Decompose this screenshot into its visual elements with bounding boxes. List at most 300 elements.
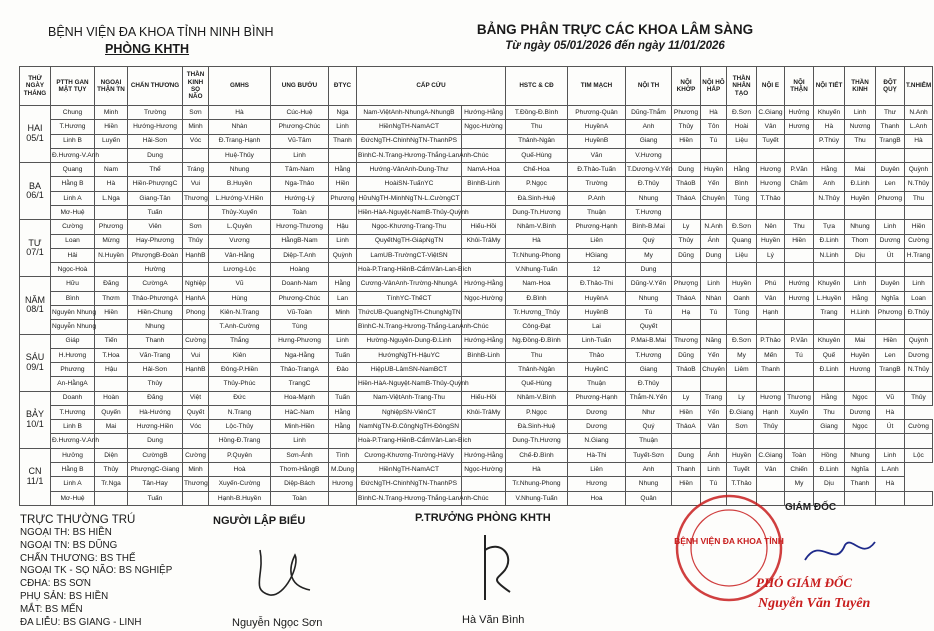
hospital-name: BỆNH VIỆN ĐA KHOA TỈNH NINH BÌNH — [48, 25, 274, 39]
table-cell: Linh A — [51, 191, 95, 205]
table-cell: Thanh — [876, 120, 905, 134]
oncall-line: NGOẠI TH: BS HIỀN — [20, 527, 112, 538]
table-cell: Hằng — [727, 163, 757, 177]
document-title: BẢNG PHÂN TRỰC CÁC KHOA LÂM SÀNG — [476, 22, 754, 37]
table-cell — [785, 377, 814, 391]
table-cell — [757, 263, 785, 277]
table-cell: Hậu — [329, 220, 357, 234]
table-cell — [329, 148, 357, 162]
table-cell: BìnhC-N.Trang-Hương-Thắng-LanAnh-Chúc — [357, 148, 462, 162]
table-cell: Nguyên Nhung — [51, 305, 95, 319]
table-cell: Dũng-Thắm — [626, 106, 672, 120]
table-cell: P.Thảo — [757, 334, 785, 348]
table-cell: Dung — [128, 434, 183, 448]
table-cell: Chăm — [785, 177, 814, 191]
table-cell: Khôi-TrâMy — [462, 234, 506, 248]
table-row — [20, 106, 933, 120]
table-cell — [727, 148, 757, 162]
table-cell — [905, 377, 933, 391]
table-cell — [814, 205, 845, 219]
table-cell — [95, 148, 128, 162]
table-cell: Nên — [757, 220, 785, 234]
table-cell: Thảnh-Ngân — [506, 134, 568, 148]
table-cell: Ngọc-Khương-Trang-Thu — [357, 220, 462, 234]
table-cell: Giáp — [51, 334, 95, 348]
table-cell: Toàn — [271, 491, 329, 505]
table-cell — [672, 434, 701, 448]
deputy-head-signature — [455, 530, 535, 610]
table-cell: Hùng — [209, 291, 271, 305]
table-cell — [462, 477, 506, 491]
table-cell: Hướng-Hằng — [462, 106, 506, 120]
table-cell: Vũ-Tâm — [271, 134, 329, 148]
table-cell: Mơ-Huệ — [51, 205, 95, 219]
table-cell: CườngA — [128, 277, 183, 291]
table-cell: Út — [876, 248, 905, 262]
table-cell: Bình — [51, 291, 95, 305]
table-cell: HuyềnC — [568, 363, 626, 377]
table-cell: Thanh — [845, 477, 876, 491]
day-date: 10/1 — [26, 418, 44, 429]
table-cell: Hoà-P.Trang-HiềnB-CẩmVân-Lan-Bích — [357, 263, 462, 277]
table-cell: Nhâm-V.Bình — [506, 391, 568, 405]
table-cell: Đà.Sinh-Huệ — [506, 191, 568, 205]
table-cell — [183, 320, 209, 334]
table-cell — [95, 434, 128, 448]
table-cell: HiềnNgTH-NamACT — [357, 463, 462, 477]
table-cell: ThảoB — [672, 363, 701, 377]
table-row — [20, 291, 933, 305]
deputy-head-title: P.TRƯỞNG PHÒNG KHTH — [415, 512, 551, 524]
table-cell — [183, 377, 209, 391]
table-row — [20, 420, 933, 434]
table-cell: Thủy — [672, 234, 701, 248]
table-cell: Linh B — [51, 420, 95, 434]
table-cell: Nhung — [626, 191, 672, 205]
table-cell: N.Thủy — [905, 177, 933, 191]
roster-body — [20, 106, 933, 506]
table-cell: NamA-Hoa — [462, 163, 506, 177]
day-date: 11/1 — [26, 475, 44, 486]
table-cell — [785, 420, 814, 434]
table-cell: Ly — [672, 220, 701, 234]
table-cell: Trang — [701, 391, 727, 405]
table-cell — [785, 134, 814, 148]
table-cell: Anh — [626, 120, 672, 134]
table-cell: Đ.Hương-V.Anh — [51, 148, 95, 162]
table-cell: Vân — [757, 120, 785, 134]
table-cell: Quế-Hùng — [506, 148, 568, 162]
table-cell: HGiang — [568, 248, 626, 262]
col-noi-khop: NỘI KHỚP — [672, 67, 701, 106]
table-cell: P.Quyên — [209, 448, 271, 462]
table-cell: Hằng — [329, 420, 357, 434]
table-cell: P.Văn — [785, 163, 814, 177]
table-cell: Liên — [568, 463, 626, 477]
col-pttt: PTTH GAN MẬT TỤY — [51, 67, 95, 106]
table-cell — [183, 491, 209, 505]
table-row — [20, 305, 933, 319]
table-cell: Hà-Thi — [568, 448, 626, 462]
table-cell: Thủy — [95, 463, 128, 477]
table-cell: Hoài — [727, 120, 757, 134]
table-cell: Cúc-Huệ — [271, 106, 329, 120]
table-cell: Đăng — [128, 391, 183, 405]
table-cell — [845, 263, 876, 277]
table-cell: Linh — [845, 106, 876, 120]
table-cell: Giang — [814, 420, 845, 434]
table-cell: Đ.Linh — [845, 177, 876, 191]
table-cell: Thơm-HằngB — [271, 463, 329, 477]
table-cell — [329, 263, 357, 277]
table-cell: Xuyến — [785, 405, 814, 419]
table-cell — [845, 491, 876, 505]
table-cell: Yến — [701, 348, 727, 362]
table-cell: Đ.Trang-Hạnh — [209, 134, 271, 148]
table-cell — [757, 377, 785, 391]
table-row — [20, 234, 933, 248]
table-cell: N.Anh — [905, 106, 933, 120]
table-cell: Vóc — [183, 420, 209, 434]
table-cell: N.Huyền — [95, 248, 128, 262]
table-row — [20, 405, 933, 419]
table-cell: Thanh — [672, 463, 701, 477]
table-cell: Linh — [271, 148, 329, 162]
oncall-line: PHỤ SẢN: BS HIỀN — [20, 590, 109, 602]
table-cell: Hiền — [785, 234, 814, 248]
table-cell: Thủy-Phúc — [209, 377, 271, 391]
table-cell — [329, 491, 357, 505]
table-cell: Linh — [876, 220, 905, 234]
table-cell: Nghĩa — [876, 291, 905, 305]
table-cell: Hương — [757, 163, 785, 177]
table-cell — [876, 491, 905, 505]
table-cell: TínhYC-ThếCT — [357, 291, 462, 305]
table-cell: Hiền — [672, 477, 701, 491]
table-cell: Đ.Sơn — [727, 106, 757, 120]
table-cell: Vương — [209, 234, 271, 248]
table-cell — [95, 491, 128, 505]
table-cell: Kiên — [209, 348, 271, 362]
table-cell: Nhàn — [701, 291, 727, 305]
table-cell: Tráng — [183, 163, 209, 177]
table-cell: Quỳnh — [905, 334, 933, 348]
table-cell: Quý — [626, 234, 672, 248]
table-cell: Dung — [701, 248, 727, 262]
table-cell: Hiền — [672, 134, 701, 148]
table-row — [20, 220, 933, 234]
table-cell: Lương-Lộc — [209, 263, 271, 277]
table-cell: Lan — [329, 291, 357, 305]
table-cell: V.Nhung-Tuấn — [506, 263, 568, 277]
department-name: PHÒNG KHTH — [105, 42, 190, 56]
table-cell — [701, 434, 727, 448]
table-cell: Quân — [626, 491, 672, 505]
table-cell: Lý — [757, 248, 785, 262]
table-cell — [727, 263, 757, 277]
col-than-nhan-tao: THẦN NHÂN TẠO — [727, 67, 757, 106]
table-cell: Phương-Chúc — [271, 120, 329, 134]
table-cell: N.Thủy — [814, 191, 845, 205]
table-cell — [672, 320, 701, 334]
table-cell: Hiếu-Hồi — [462, 391, 506, 405]
table-cell: N.Thủy — [905, 363, 933, 377]
table-cell — [785, 248, 814, 262]
table-cell: Thuận — [568, 205, 626, 219]
table-cell — [462, 134, 506, 148]
table-cell: Dịu — [845, 248, 876, 262]
table-cell: Vân — [757, 291, 785, 305]
table-cell: Nhung — [626, 477, 672, 491]
table-cell: Thu — [506, 348, 568, 362]
table-cell: Nghiệp — [183, 277, 209, 291]
table-cell: Hạnh — [757, 305, 785, 319]
table-cell: Hương — [568, 477, 626, 491]
director-signature — [800, 530, 880, 574]
table-cell: Hằng B — [51, 177, 95, 191]
table-cell: Thuận — [626, 434, 672, 448]
table-cell: Thương — [785, 391, 814, 405]
table-cell: Minh-Hiền — [271, 420, 329, 434]
table-cell — [757, 205, 785, 219]
table-cell: Hiền — [905, 220, 933, 234]
table-cell: Vui — [183, 348, 209, 362]
table-cell — [785, 148, 814, 162]
table-cell: NghiệpSN-ViênCT — [357, 405, 462, 419]
table-cell: T.Thảo — [757, 191, 785, 205]
col-hstc: HSTC & CĐ — [506, 67, 568, 106]
table-cell — [701, 205, 727, 219]
table-cell: Việt — [183, 391, 209, 405]
col-noi-tiet: NỘI TIẾT — [814, 67, 845, 106]
table-cell: Chế-Hoa — [506, 163, 568, 177]
table-cell: Linh B — [51, 134, 95, 148]
table-cell — [672, 377, 701, 391]
table-cell: Duyên — [876, 277, 905, 291]
table-cell: Loan — [51, 234, 95, 248]
col-day: THỨ NGÀY THÁNG — [20, 67, 51, 106]
table-cell: Hằng — [329, 277, 357, 291]
table-cell: Quế — [814, 348, 845, 362]
table-cell — [785, 205, 814, 219]
table-cell: Trường — [568, 177, 626, 191]
table-cell: Văn — [568, 148, 626, 162]
table-cell — [845, 320, 876, 334]
table-cell: Dung-Th.Hương — [506, 434, 568, 448]
table-cell: Nhàn — [209, 120, 271, 134]
table-cell: Tựa — [814, 220, 845, 234]
table-cell: My — [785, 477, 814, 491]
table-cell — [876, 205, 905, 219]
table-cell: PhượngC-Giang — [128, 463, 183, 477]
table-cell: Hiền — [672, 405, 701, 419]
table-cell: Hiền-HàA-Nguyệt-NamB-Thủy-Quỳnh — [357, 377, 462, 391]
table-cell: Hồng — [814, 448, 845, 462]
table-cell: QuyếtNgTH-GiápNgTN — [357, 234, 462, 248]
table-cell: L.Anh — [876, 463, 905, 477]
table-cell: T.Hương — [626, 348, 672, 362]
deputy-head-name: Hà Văn Bình — [462, 614, 525, 626]
table-cell: Hiền-HàA-Nguyệt-NamB-Thủy-Quỳnh — [357, 205, 462, 219]
day-date: 07/1 — [26, 247, 44, 258]
table-cell — [905, 320, 933, 334]
table-cell: Út — [876, 420, 905, 434]
table-cell: CườngB — [128, 448, 183, 462]
table-cell: Giang-Tân — [128, 191, 183, 205]
table-cell — [95, 320, 128, 334]
table-cell: Thơm — [95, 291, 128, 305]
table-cell: Linh — [329, 234, 357, 248]
table-cell: Hải-Sơn — [128, 363, 183, 377]
table-cell: T.Anh-Cường — [209, 320, 271, 334]
table-cell: Nguyễn Nhung — [51, 320, 95, 334]
table-cell: Tú — [785, 348, 814, 362]
table-cell: Nga-Thảo — [271, 177, 329, 191]
table-cell: Sơn — [183, 220, 209, 234]
table-cell: Tùng — [271, 320, 329, 334]
table-cell — [785, 320, 814, 334]
table-cell: Loan — [905, 291, 933, 305]
table-cell: Thuận — [568, 377, 626, 391]
table-cell: Đ.Linh — [814, 463, 845, 477]
table-cell: Tuấn — [329, 391, 357, 405]
table-cell: V.Hương — [626, 148, 672, 162]
table-cell — [757, 320, 785, 334]
table-cell: Ngọc-Hoà — [51, 263, 95, 277]
table-cell — [329, 320, 357, 334]
table-cell: Dũng-V.Yến — [626, 277, 672, 291]
table-cell: Hoàn — [95, 391, 128, 405]
day-date: 05/1 — [26, 133, 44, 144]
table-cell: Phong — [183, 305, 209, 319]
table-cell: Diệp-T.Anh — [271, 248, 329, 262]
table-cell: Hướng-Hằng — [462, 448, 506, 462]
table-cell — [785, 363, 814, 377]
roster-table — [19, 66, 933, 506]
table-cell: Cường — [51, 220, 95, 234]
table-cell: Đ.Linh — [814, 234, 845, 248]
table-cell — [845, 205, 876, 219]
table-cell: ThảoA — [672, 420, 701, 434]
table-cell: Ngọc — [845, 391, 876, 405]
table-cell: Hạnh-B.Huyền — [209, 491, 271, 505]
table-cell: Phương — [672, 106, 701, 120]
table-cell: HiềnNgTH-NamACT — [357, 120, 462, 134]
table-cell — [757, 434, 785, 448]
table-cell: Hoàng — [271, 263, 329, 277]
oncall-line: NGOẠI TK - SỌ NÃO: BS NGHIỆP — [20, 565, 173, 577]
table-cell: Cương-Khương-Trường-HàVy — [357, 448, 462, 462]
table-cell: N.Linh — [814, 248, 845, 262]
table-cell: Thắng — [209, 334, 271, 348]
table-cell: H.Trang — [905, 248, 933, 262]
table-cell — [757, 477, 785, 491]
oncall-title: TRỰC THƯỜNG TRÚ — [20, 514, 136, 526]
table-cell: Chiến — [785, 463, 814, 477]
table-cell — [845, 434, 876, 448]
table-cell: Đ.Hương-V.Anh — [51, 434, 95, 448]
table-cell — [905, 263, 933, 277]
table-cell: Huệ-Thủy — [209, 148, 271, 162]
director-title: GIÁM ĐỐC — [785, 502, 837, 513]
table-cell: Tùng — [727, 191, 757, 205]
table-cell: Nhung — [845, 220, 876, 234]
table-cell: Tuyết-Sơn — [626, 448, 672, 462]
table-cell: Đức — [209, 391, 271, 405]
table-cell: Phượng — [672, 277, 701, 291]
table-cell: Nghĩa — [845, 463, 876, 477]
table-cell: Quỳnh — [905, 163, 933, 177]
table-cell: V.Nhung-Tuấn — [506, 491, 568, 505]
table-cell: Quang — [727, 234, 757, 248]
day-label: BẢY — [25, 409, 44, 420]
table-cell: Khuyên — [814, 334, 845, 348]
table-cell: Huyền — [701, 163, 727, 177]
table-cell: Hiền — [876, 334, 905, 348]
table-cell: Hải-Sơn — [128, 134, 183, 148]
table-cell: Thanh — [128, 334, 183, 348]
col-tim-mach: TIM MẠCH — [568, 67, 626, 106]
table-cell: Phương — [329, 191, 357, 205]
table-row — [20, 391, 933, 405]
table-cell: Tr.Nhung-Phong — [506, 477, 568, 491]
table-cell — [905, 491, 933, 505]
table-cell — [905, 434, 933, 448]
table-cell: Hà — [876, 405, 905, 419]
table-cell: Hà — [814, 120, 845, 134]
table-cell: Len — [876, 177, 905, 191]
table-cell: Hướng-Hằng — [462, 334, 506, 348]
table-cell: Mai — [845, 334, 876, 348]
table-cell: Cường — [183, 448, 209, 462]
table-cell: Thảo-TrangA — [271, 363, 329, 377]
table-cell: H.Hương — [51, 348, 95, 362]
table-cell: Thể — [128, 163, 183, 177]
day-label: BA — [28, 180, 41, 191]
table-cell: Nhung — [626, 291, 672, 305]
table-cell — [757, 148, 785, 162]
table-cell: Khôi-TrâMy — [462, 405, 506, 419]
table-cell: Công-Đạt — [506, 320, 568, 334]
table-cell: Hà — [95, 177, 128, 191]
table-cell: Phương-Hạnh — [568, 391, 626, 405]
table-cell: Linh — [271, 434, 329, 448]
table-cell: Phú — [757, 277, 785, 291]
table-cell: NamNgTN-Đ.CôngNgTH-ĐôngSN — [357, 420, 462, 434]
table-cell: Minh — [183, 463, 209, 477]
table-cell: HạnhB — [183, 248, 209, 262]
table-cell: Đà.Sinh-Huệ — [506, 420, 568, 434]
table-cell: Sơn — [183, 106, 209, 120]
table-cell: ĐứcNgTH-ChinhNgTN-ThanhPS — [357, 134, 462, 148]
table-cell: Linh — [329, 120, 357, 134]
day-cell — [20, 391, 51, 448]
day-label: TƯ — [28, 237, 42, 248]
table-cell: Vũ-Toàn — [271, 305, 329, 319]
table-cell: Thương — [183, 191, 209, 205]
table-cell: Dương — [845, 405, 876, 419]
table-cell: P.Anh — [568, 191, 626, 205]
table-cell: Phương — [51, 363, 95, 377]
table-cell: Tân-Hay — [128, 477, 183, 491]
table-cell: Nga-Hằng — [271, 348, 329, 362]
table-cell: Thanh — [757, 363, 785, 377]
stamp-text: BỆNH VIỆN ĐA KHOA TỈNH — [674, 536, 784, 546]
table-cell: Văn-Trang — [128, 348, 183, 362]
table-cell: Hiền — [329, 177, 357, 191]
col-dtyc: ĐTYC — [329, 67, 357, 106]
table-cell: Đ.Sơn — [727, 220, 757, 234]
